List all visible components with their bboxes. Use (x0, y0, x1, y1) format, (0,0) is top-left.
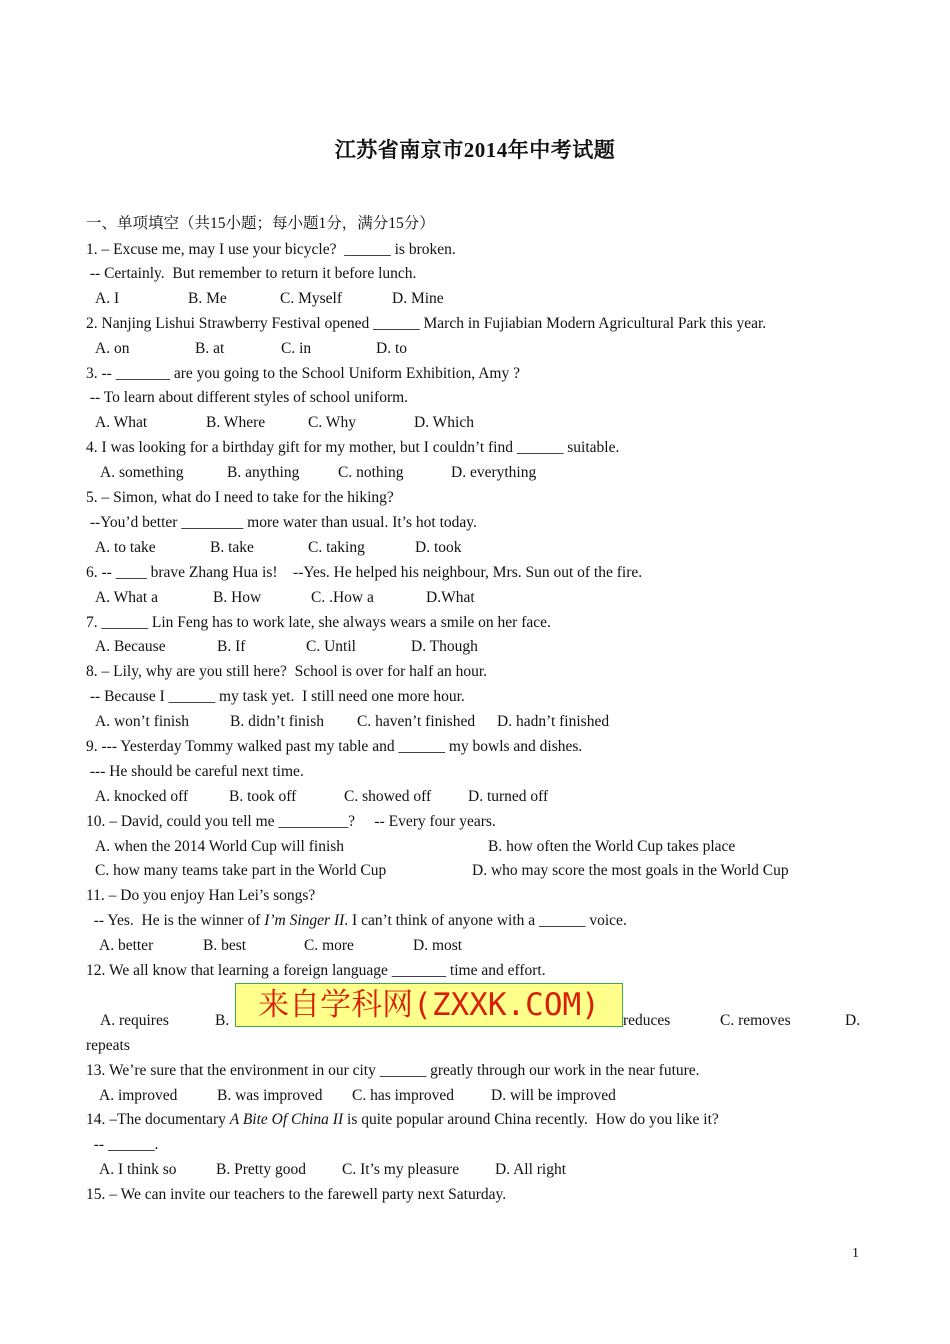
question-9-reply: --- He should be careful next time. (86, 763, 304, 780)
question-8-options (86, 710, 610, 734)
question-7-stem: 7. ______ Lin Feng has to work late, she always wears a smile on her face. (86, 614, 551, 631)
question-1-reply: -- Certainly. But remember to return it before lunch. (86, 265, 417, 282)
option-b: B. Pretty good (216, 1161, 306, 1178)
question-10-options-row2 (86, 859, 789, 883)
song-title: I’m Singer II (264, 912, 345, 929)
option-b: B. If (217, 638, 246, 655)
option-d: D. turned off (468, 788, 549, 805)
question-12-option-d-text: repeats (86, 1037, 130, 1054)
option-d: D. hadn’t finished (497, 713, 610, 730)
option-a: A. I (95, 290, 120, 307)
option-c: C. removes (720, 1012, 791, 1029)
question-6-stem: 6. -- ____ brave Zhang Hua is! --Yes. He helped his neighbour, Mrs. Sun out of the fire. (86, 564, 643, 581)
option-b: B. at (195, 340, 225, 357)
option-c: C. Until (306, 638, 356, 655)
option-b: B. took off (229, 788, 297, 805)
option-a: A. knocked off (95, 788, 189, 805)
option-c: C. Myself (280, 290, 342, 307)
question-14-options (86, 1158, 567, 1182)
option-b: B. anything (227, 464, 300, 481)
question-14-stem: 14. –The documentary A Bite Of China II is quite popular around China recently. How do you like it? (86, 1111, 719, 1128)
option-b: B. (215, 1012, 230, 1029)
question-3-options (86, 411, 474, 435)
option-a: A. to take (95, 539, 156, 556)
option-c: C. haven’t finished (357, 713, 476, 730)
option-b: B. Me (188, 290, 227, 307)
question-11-options (86, 934, 463, 958)
option-c: C. showed off (344, 788, 432, 805)
option-c: C. has improved (352, 1087, 455, 1104)
option-d: D. who may score the most goals in the World Cup (472, 862, 789, 879)
option-b: B. best (203, 937, 247, 954)
option-c: C. more (304, 937, 354, 954)
option-b: B. take (210, 539, 254, 556)
question-2-stem: 2. Nanjing Lishui Strawberry Festival opened ______ March in Fujiabian Modern Agricultural Park this year. (86, 315, 767, 332)
question-4-options (86, 461, 537, 485)
question-9-stem: 9. --- Yesterday Tommy walked past my table and ______ my bowls and dishes. (86, 738, 583, 755)
option-a: A. Because (95, 638, 166, 655)
option-c: C. Why (308, 414, 356, 431)
option-c: C. nothing (338, 464, 404, 481)
question-5-stem: 5. – Simon, what do I need to take for the hiking? (86, 489, 394, 506)
question-5-options (86, 536, 462, 560)
page-number: 1 (852, 1246, 859, 1261)
option-d: D.What (426, 589, 475, 606)
question-3-stem: 3. -- _______ are you going to the School Uniform Exhibition, Amy ? (86, 365, 520, 382)
option-d: D. Which (414, 414, 474, 431)
option-d: D. will be improved (491, 1087, 616, 1104)
option-d: D. took (415, 539, 462, 556)
question-5-reply: --You’d better ________ more water than usual. It’s hot today. (86, 514, 477, 531)
documentary-title: A Bite Of China II (229, 1111, 344, 1128)
option-a: A. What a (95, 589, 158, 606)
option-a: A. on (95, 340, 130, 357)
question-8-reply: -- Because I ______ my task yet. I still need one more hour. (86, 688, 465, 705)
question-15-stem: 15. – We can invite our teachers to the farewell party next Saturday. (86, 1186, 507, 1203)
option-c: C. .How a (311, 589, 374, 606)
question-4-stem: 4. I was looking for a birthday gift for my mother, but I couldn’t find ______ suitable. (86, 439, 620, 456)
option-d: D. All right (495, 1161, 567, 1178)
option-a: A. I think so (99, 1161, 177, 1178)
question-3-reply: -- To learn about different styles of school uniform. (86, 389, 409, 406)
question-1-stem: 1. – Excuse me, may I use your bicycle? ______ is broken. (86, 241, 456, 258)
option-b: B. how often the World Cup takes place (488, 838, 736, 855)
option-a: A. won’t finish (95, 713, 190, 730)
option-a: A. when the 2014 World Cup will finish (95, 838, 345, 855)
option-d: D. Though (411, 638, 478, 655)
option-d: D. to (376, 340, 407, 357)
question-6-options (86, 586, 475, 610)
question-12-stem: 12. We all know that learning a foreign language _______ time and effort. (86, 962, 546, 979)
option-a: A. improved (99, 1087, 178, 1104)
option-a: A. requires (100, 1012, 169, 1029)
option-a: A. better (99, 937, 154, 954)
question-11-stem: 11. – Do you enjoy Han Lei’s songs? (86, 887, 316, 904)
watermark-stamp: 来自学科网(ZXXK.COM) (235, 983, 623, 1027)
question-9-options (86, 785, 549, 809)
option-a: A. What (95, 414, 148, 431)
option-c: C. how many teams take part in the World Cup (95, 862, 387, 879)
option-d: D. (845, 1012, 861, 1029)
option-b: B. was improved (217, 1087, 323, 1104)
question-2-options (86, 337, 407, 361)
option-d: D. Mine (392, 290, 444, 307)
option-b: B. How (213, 589, 262, 606)
option-d: D. everything (451, 464, 537, 481)
option-b-text: reduces (623, 1012, 671, 1029)
option-c: C. in (281, 340, 312, 357)
question-10-options-row1 (86, 835, 736, 859)
question-10-stem: 10. – David, could you tell me _________? -- Every four years. (86, 813, 496, 830)
question-1-options (86, 287, 444, 311)
option-b: B. Where (206, 414, 266, 431)
page-title: 江苏省南京市2014年中考试题 (334, 138, 616, 162)
option-c: C. It’s my pleasure (342, 1161, 460, 1178)
question-7-options (86, 635, 478, 659)
option-b: B. didn’t finish (230, 713, 325, 730)
option-a: A. something (100, 464, 184, 481)
option-c: C. taking (308, 539, 365, 556)
question-13-stem: 13. We’re sure that the environment in our city ______ greatly through our work in the near future. (86, 1062, 700, 1079)
question-11-reply: -- Yes. He is the winner of I’m Singer II. I can’t think of anyone with a ______ voice. (86, 912, 627, 929)
question-14-reply: -- ______. (86, 1136, 159, 1153)
question-8-stem: 8. – Lily, why are you still here? School is over for half an hour. (86, 663, 488, 680)
section-heading: 一、单项填空（共15小题；每小题1分，满分15分） (86, 215, 435, 232)
question-13-options (86, 1084, 616, 1108)
option-d: D. most (413, 937, 463, 954)
